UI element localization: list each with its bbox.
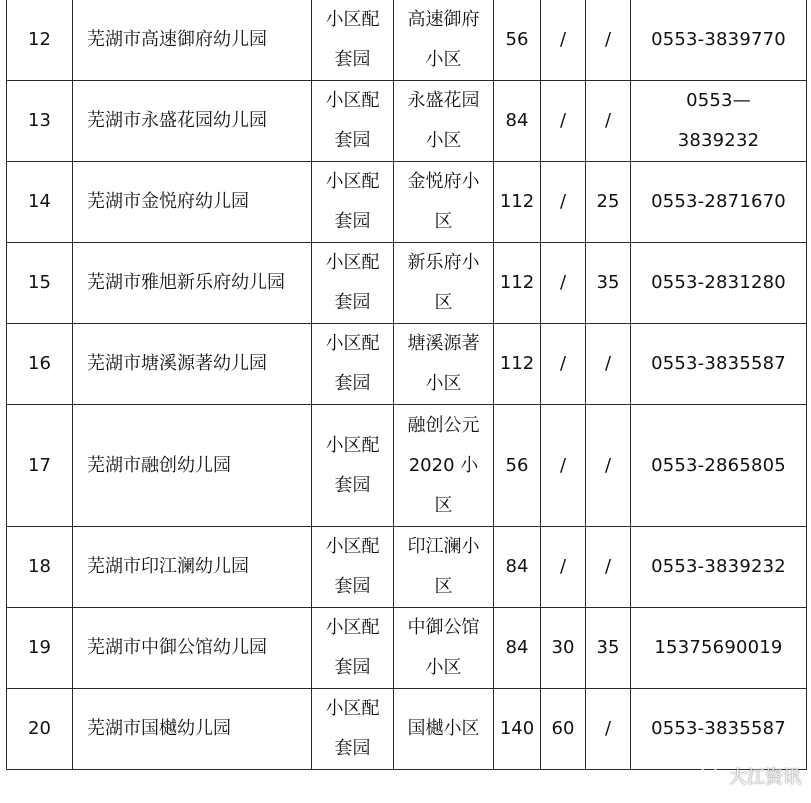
- column-b: 35: [586, 608, 631, 689]
- school-type-line: 套园: [334, 738, 371, 759]
- capacity: 112: [494, 243, 541, 324]
- community: [394, 162, 494, 243]
- school-type-line: 小区配: [325, 333, 380, 354]
- phone-line: 0553-2831280: [651, 272, 786, 293]
- column-b: /: [586, 689, 631, 770]
- community-line: 高速御府: [407, 8, 480, 30]
- column-b: /: [586, 324, 631, 405]
- phone: [631, 608, 807, 689]
- school-type: [312, 527, 394, 608]
- column-a: /: [541, 527, 586, 608]
- table-row: [7, 689, 807, 770]
- column-b: /: [586, 405, 631, 527]
- table-row: [7, 243, 807, 324]
- phone: [631, 162, 807, 243]
- row-number: 12: [7, 0, 73, 81]
- row-number: 19: [7, 608, 73, 689]
- watermark-label: 大江资讯: [729, 767, 801, 788]
- row-number: 13: [7, 81, 73, 162]
- community-line: 新乐府小: [407, 252, 480, 273]
- community-line: 小区: [425, 373, 462, 394]
- column-a: /: [541, 81, 586, 162]
- community-line: 塘溪源著: [407, 333, 480, 354]
- table-row: [7, 527, 807, 608]
- school-type-line: 套园: [334, 211, 371, 232]
- phone: [631, 81, 807, 162]
- column-b: 35: [586, 243, 631, 324]
- school-type-line: 套园: [334, 657, 371, 678]
- phone: [631, 405, 807, 527]
- school-type-line: 套园: [334, 48, 371, 70]
- column-a: 60: [541, 689, 586, 770]
- community: [394, 81, 494, 162]
- phone: [631, 324, 807, 405]
- table-row: [7, 81, 807, 162]
- phone-line: 0553-2871670: [651, 191, 786, 212]
- school-type-line: 小区配: [325, 171, 380, 192]
- community-line: 区: [434, 576, 453, 597]
- table-row: [7, 324, 807, 405]
- community: [394, 324, 494, 405]
- phone: [631, 0, 807, 81]
- kindergarten-name: 芜湖市塘溪源著幼儿园: [73, 324, 312, 405]
- capacity: 56: [494, 0, 541, 81]
- phone-line: 0553-3835587: [651, 353, 786, 374]
- community-line: 区: [434, 292, 453, 313]
- capacity: 112: [494, 324, 541, 405]
- column-b: /: [586, 81, 631, 162]
- capacity: 84: [494, 608, 541, 689]
- phone: [631, 689, 807, 770]
- community-line: 融创公元: [407, 414, 480, 436]
- school-type: [312, 243, 394, 324]
- kindergarten-name: 芜湖市融创幼儿园: [73, 405, 312, 527]
- school-type-line: 套园: [334, 576, 371, 597]
- community-line: 小区: [425, 48, 462, 70]
- row-number: 16: [7, 324, 73, 405]
- table-body: [7, 0, 807, 770]
- kindergarten-name: 芜湖市国樾幼儿园: [73, 689, 312, 770]
- school-type-line: 小区配: [325, 434, 380, 456]
- school-type-line: 小区配: [325, 536, 380, 557]
- community-line: 区: [434, 211, 453, 232]
- column-a: 30: [541, 608, 586, 689]
- kindergarten-name: 芜湖市印江澜幼儿园: [73, 527, 312, 608]
- kindergarten-name: 芜湖市金悦府幼儿园: [73, 162, 312, 243]
- community-line: 区: [434, 494, 453, 516]
- school-type: [312, 689, 394, 770]
- table-row: [7, 162, 807, 243]
- kindergarten-name: 芜湖市中御公馆幼儿园: [73, 608, 312, 689]
- community: [394, 527, 494, 608]
- school-type-line: 套园: [334, 474, 371, 496]
- community: [394, 608, 494, 689]
- school-type-line: 小区配: [325, 8, 380, 30]
- school-type: [312, 324, 394, 405]
- capacity: 84: [494, 527, 541, 608]
- watermark: [699, 763, 801, 789]
- community: [394, 243, 494, 324]
- kindergarten-table: [6, 0, 807, 770]
- community: [394, 0, 494, 81]
- row-number: 15: [7, 243, 73, 324]
- phone-line: 0553—: [686, 90, 751, 111]
- table-row: [7, 0, 807, 81]
- phone-line: 0553-3839232: [651, 556, 786, 577]
- school-type-line: 套园: [334, 373, 371, 394]
- wechat-icon: [699, 765, 725, 787]
- community-line: 印江澜小: [407, 536, 480, 557]
- column-b: 25: [586, 162, 631, 243]
- kindergarten-name: 芜湖市永盛花园幼儿园: [73, 81, 312, 162]
- school-type-line: 套园: [334, 130, 371, 151]
- phone: [631, 243, 807, 324]
- row-number: 18: [7, 527, 73, 608]
- capacity: 112: [494, 162, 541, 243]
- kindergarten-name: 芜湖市高速御府幼儿园: [73, 0, 312, 81]
- school-type-line: 套园: [334, 292, 371, 313]
- school-type: [312, 0, 394, 81]
- community-line: 永盛花园: [407, 90, 480, 111]
- school-type-line: 小区配: [325, 252, 380, 273]
- school-type: [312, 405, 394, 527]
- community-line: 中御公馆: [407, 617, 480, 638]
- column-a: /: [541, 324, 586, 405]
- phone-line: 3839232: [677, 130, 760, 151]
- column-a: /: [541, 0, 586, 81]
- capacity: 84: [494, 81, 541, 162]
- column-b: /: [586, 0, 631, 81]
- school-type-line: 小区配: [325, 617, 380, 638]
- school-type-line: 小区配: [325, 90, 380, 111]
- community-line: 小区: [425, 657, 462, 678]
- row-number: 17: [7, 405, 73, 527]
- capacity: 56: [494, 405, 541, 527]
- table-row: [7, 608, 807, 689]
- community-line: 2020 小: [408, 454, 479, 476]
- table-row: [7, 405, 807, 527]
- phone: [631, 527, 807, 608]
- column-a: /: [541, 243, 586, 324]
- column-a: /: [541, 405, 586, 527]
- community-line: 金悦府小: [407, 171, 480, 192]
- phone-line: 15375690019: [654, 637, 783, 658]
- capacity: 140: [494, 689, 541, 770]
- school-type: [312, 162, 394, 243]
- column-b: /: [586, 527, 631, 608]
- phone-line: 0553-2865805: [651, 454, 786, 476]
- school-type: [312, 608, 394, 689]
- phone-line: 0553-3839770: [651, 28, 786, 50]
- school-type: [312, 81, 394, 162]
- column-a: /: [541, 162, 586, 243]
- community: [394, 689, 494, 770]
- school-type-line: 小区配: [325, 698, 380, 719]
- kindergarten-name: 芜湖市雅旭新乐府幼儿园: [73, 243, 312, 324]
- community: [394, 405, 494, 527]
- community-line: 国樾小区: [407, 718, 480, 739]
- community-line: 小区: [425, 130, 462, 151]
- phone-line: 0553-3835587: [651, 718, 786, 739]
- row-number: 20: [7, 689, 73, 770]
- row-number: 14: [7, 162, 73, 243]
